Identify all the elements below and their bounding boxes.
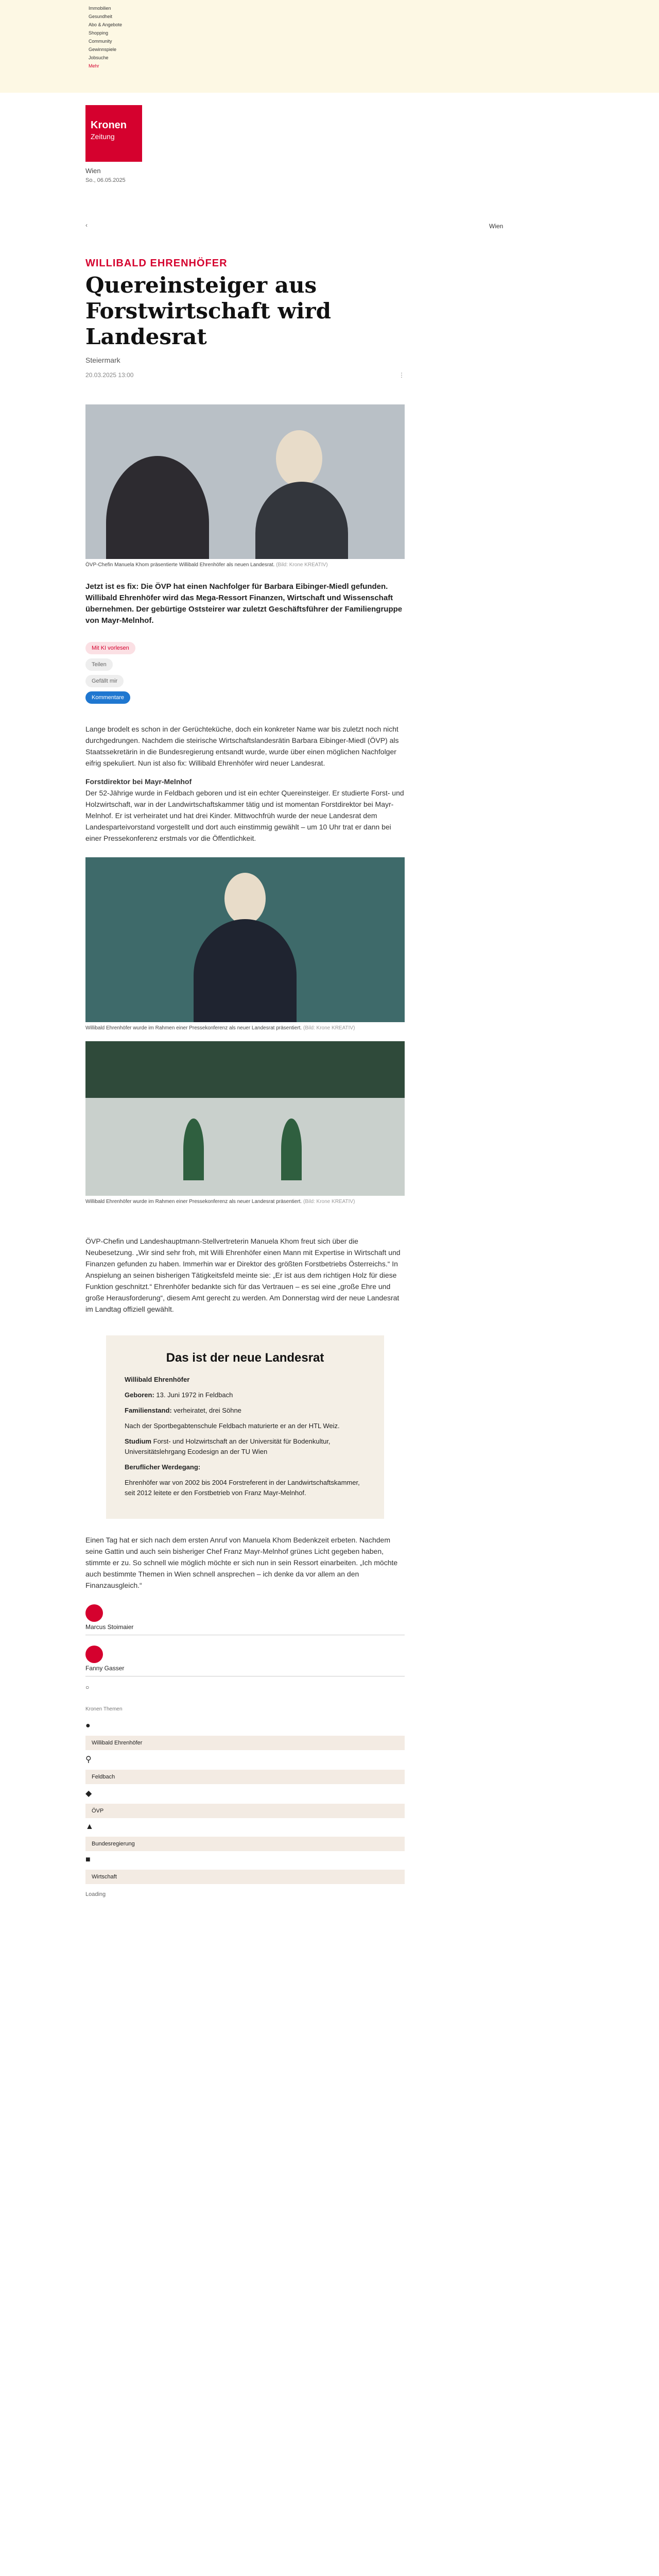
tag-item[interactable]: Bundesregierung — [85, 1837, 405, 1851]
infobox-study: Forst- und Holzwirtschaft an der Universität für Bodenkultur, Universitätslehrgang Ecodesign an der TU Wien — [125, 1437, 331, 1455]
article-headline: Quereinsteiger aus Forstwirtschaft wird Landesrat — [85, 273, 332, 349]
infobox-name: Willibald Ehrenhöfer — [125, 1376, 190, 1383]
topnav-item[interactable]: Shopping — [89, 30, 109, 36]
author-name: Marcus Stoimaier — [85, 1623, 134, 1631]
logo-line-1: Kronen — [91, 120, 127, 131]
photo-2-caption: Willibald Ehrenhöfer wurde im Rahmen einer Pressekonferenz als neuer Landesrat präsentiert. (Bild: Krone KREATIV) — [85, 1025, 355, 1031]
location-icon: ⚲ — [85, 1755, 92, 1764]
logo-line-2: Zeitung — [91, 132, 115, 141]
topnav-item[interactable]: Jobsuche — [89, 55, 109, 60]
topnav-item[interactable]: Gewinnspiele — [89, 47, 117, 52]
infobox-family: verheiratet, drei Söhne — [174, 1406, 241, 1414]
topnav-item-more[interactable]: Mehr — [89, 63, 99, 69]
author-info-icon[interactable]: ○ — [85, 1684, 90, 1691]
tag-item[interactable]: ÖVP — [85, 1804, 405, 1818]
article-photo-3 — [85, 1041, 405, 1196]
site-header — [85, 105, 405, 183]
back-chevron-icon[interactable]: ‹ — [85, 222, 88, 229]
infobox-title: Das ist der neue Landesrat — [166, 1351, 324, 1365]
tag-item[interactable]: Willibald Ehrenhöfer — [85, 1736, 405, 1750]
infobox-school: Nach der Sportbegabtenschule Feldbach maturierte er an der HTL Weiz. — [125, 1422, 340, 1430]
topnav-item[interactable]: Immobilien — [89, 6, 111, 11]
article-photo-1 — [85, 404, 405, 559]
subhead: Forstdirektor bei Mayr-Melnhof — [85, 777, 192, 786]
article-kicker: WILLIBALD EHRENHÖFER — [85, 258, 228, 269]
site-logo[interactable] — [85, 105, 142, 162]
top-nav — [89, 4, 122, 70]
author-row[interactable] — [85, 1601, 405, 1635]
comments-button[interactable]: Kommentare — [85, 691, 130, 704]
party-icon: ◆ — [85, 1789, 92, 1798]
paragraph: Lange brodelt es schon in der Gerüchteküche, doch ein konkreter Name war bis zuletzt noch nicht durchgedrungen. Nachdem die steirische Wirtschaftslandesrätin Barbara Eibinger-Miedl (ÖVP) als Staatssekretärin in die Bundesregierung entsandt wurde, wurde über einen möglichen Nachfolger eifrig spekuliert. Nun ist also fix: Willibald Ehrenhöfer wird neuer Landesrat. — [85, 725, 399, 767]
region-switch[interactable]: Wien — [489, 223, 504, 230]
infobox: Das ist der neue Landesrat Willibald Ehrenhöfer Geboren: 13. Juni 1972 in Feldbach Familienstand: verheiratet, drei Söhne Nach der Sportbegabtenschule Feldbach maturierte er an der HTL Weiz. Studium Forst- und Holzwirtschaft an der Universität für Bodenkultur, Universitätslehrgang Ecodesign an der TU Wien Beruflicher Werdegang: Ehrenhöfer war von 2002 bis 2004 Forstreferent in der Landwirtschaftskammer, seit 2012 leitete er den Forstbetrieb von Franz Mayr-Melnhof. — [106, 1335, 384, 1519]
avatar — [85, 1646, 103, 1663]
top-banner — [0, 0, 659, 93]
header-date: So., 06.05.2025 — [85, 177, 126, 183]
article-body — [85, 723, 405, 844]
topnav-item[interactable]: Abo & Angebote — [89, 22, 123, 27]
government-icon: ▲ — [85, 1822, 94, 1831]
photo-3-caption: Willibald Ehrenhöfer wurde im Rahmen einer Pressekonferenz als neuer Landesrat präsentiert. (Bild: Krone KREATIV) — [85, 1199, 355, 1205]
article-timestamp: 20.03.2025 13:00 — [85, 371, 134, 379]
more-options-icon[interactable]: ⋮ — [398, 371, 405, 379]
infobox-career: Ehrenhöfer war von 2002 bis 2004 Forstreferent in der Landwirtschaftskammer, seit 2012 leitete er den Forstbetrieb von Franz Mayr-Melnhof. — [125, 1479, 360, 1497]
like-button[interactable]: Gefällt mir — [85, 675, 124, 687]
article-body-3 — [85, 1534, 405, 1591]
share-bar — [85, 642, 405, 708]
topnav-item[interactable]: Gesundheit — [89, 14, 113, 19]
paragraph: Einen Tag hat er sich nach dem ersten Anruf von Manuela Khom Bedenkzeit erbeten. Nachdem seine Gattin und auch sein bisheriger Chef Franz Mayr-Melnhof grünes Licht gegeben haben, stimmte er zu. So schnell wie möglich möchte er sich nun in sein Ressort einarbeiten. „Ich möchte auch bestimmte Themen in Wien schnell ansprechen – ich denke da vor allem an den Finanzausgleich.“ — [85, 1536, 398, 1589]
article-lead: Jetzt ist es fix: Die ÖVP hat einen Nachfolger für Barbara Eibinger-Miedl gefunden. Willibald Ehrenhöfer wird das Mega-Ressort Finanzen, Wirtschaft und Wissenschaft übernehmen. Der gebürtige Oststeirer war zuletzt Geschäftsführer der Familiengruppe von Mayr-Melnhof. — [85, 582, 403, 625]
tag-item[interactable]: Feldbach — [85, 1770, 405, 1784]
photo-1-caption: ÖVP-Chefin Manuela Khom präsentierte Willibald Ehrenhöfer als neuen Landesrat. (Bild: Krone KREATIV) — [85, 562, 328, 568]
loading-text: Loading — [85, 1891, 106, 1897]
person-icon: ● — [85, 1721, 91, 1730]
business-icon: ■ — [85, 1855, 91, 1864]
author-list — [85, 1601, 405, 1691]
article-photo-2 — [85, 857, 405, 1022]
article-author[interactable]: Steiermark — [85, 356, 120, 364]
tag-item[interactable]: Wirtschaft — [85, 1870, 405, 1884]
infobox-born: 13. Juni 1972 in Feldbach — [156, 1391, 233, 1399]
topics-label: Kronen Themen — [85, 1706, 123, 1712]
share-button[interactable]: Teilen — [85, 658, 113, 671]
region-label[interactable]: Wien — [85, 167, 101, 175]
topnav-item[interactable]: Community — [89, 39, 112, 44]
paragraph: Der 52-Jährige wurde in Feldbach geboren und ist ein echter Quereinsteiger. Er studierte Forst- und Holzwirtschaft, war in der Landwirtschaftskammer tätig und ist momentan Forstdirektor bei Mayr-Melnhof. Er ist verheiratet und hat drei Kinder. Mittwochfrüh wurde der neue Landesrat dem Landesparteivorstand vorgestellt und dort auch einstimmig gewählt – um 10 Uhr trat er dann bei einer Pressekonferenz erstmals vor die Öffentlichkeit. — [85, 789, 404, 842]
paragraph: ÖVP-Chefin und Landeshauptmann-Stellvertreterin Manuela Khom freut sich über die Neubesetzung. „Wir sind sehr froh, mit Willi Ehrenhöfer einen Mann mit Expertise in Wirtschaft und Finanzen gefunden zu haben. Immerhin war er Direktor des größten Forstbetriebs Österreichs.“ In Anspielung an seinen bisherigen Tätigkeitsfeld meinte sie: „Er ist aus dem richtigen Holz für diese Funktion geschnitzt.“ Ehrenhöfer bedankte sich für das Vertrauen – es sei eine „große Ehre und große Herausforderung“, diesem Amt gerecht zu werden. Am Donnerstag wird der neue Landesrat im Landtag offiziell gewählt. — [85, 1237, 401, 1313]
avatar — [85, 1604, 103, 1622]
tag-list — [85, 1721, 405, 1884]
article-body-2 — [85, 1235, 405, 1315]
article-meta — [85, 371, 405, 379]
article — [85, 258, 405, 1897]
author-name: Fanny Gasser — [85, 1665, 125, 1672]
author-row[interactable] — [85, 1642, 405, 1676]
read-aloud-button[interactable]: Mit KI vorlesen — [85, 642, 135, 654]
infobox-career-label: Beruflicher Werdegang: — [125, 1463, 201, 1471]
